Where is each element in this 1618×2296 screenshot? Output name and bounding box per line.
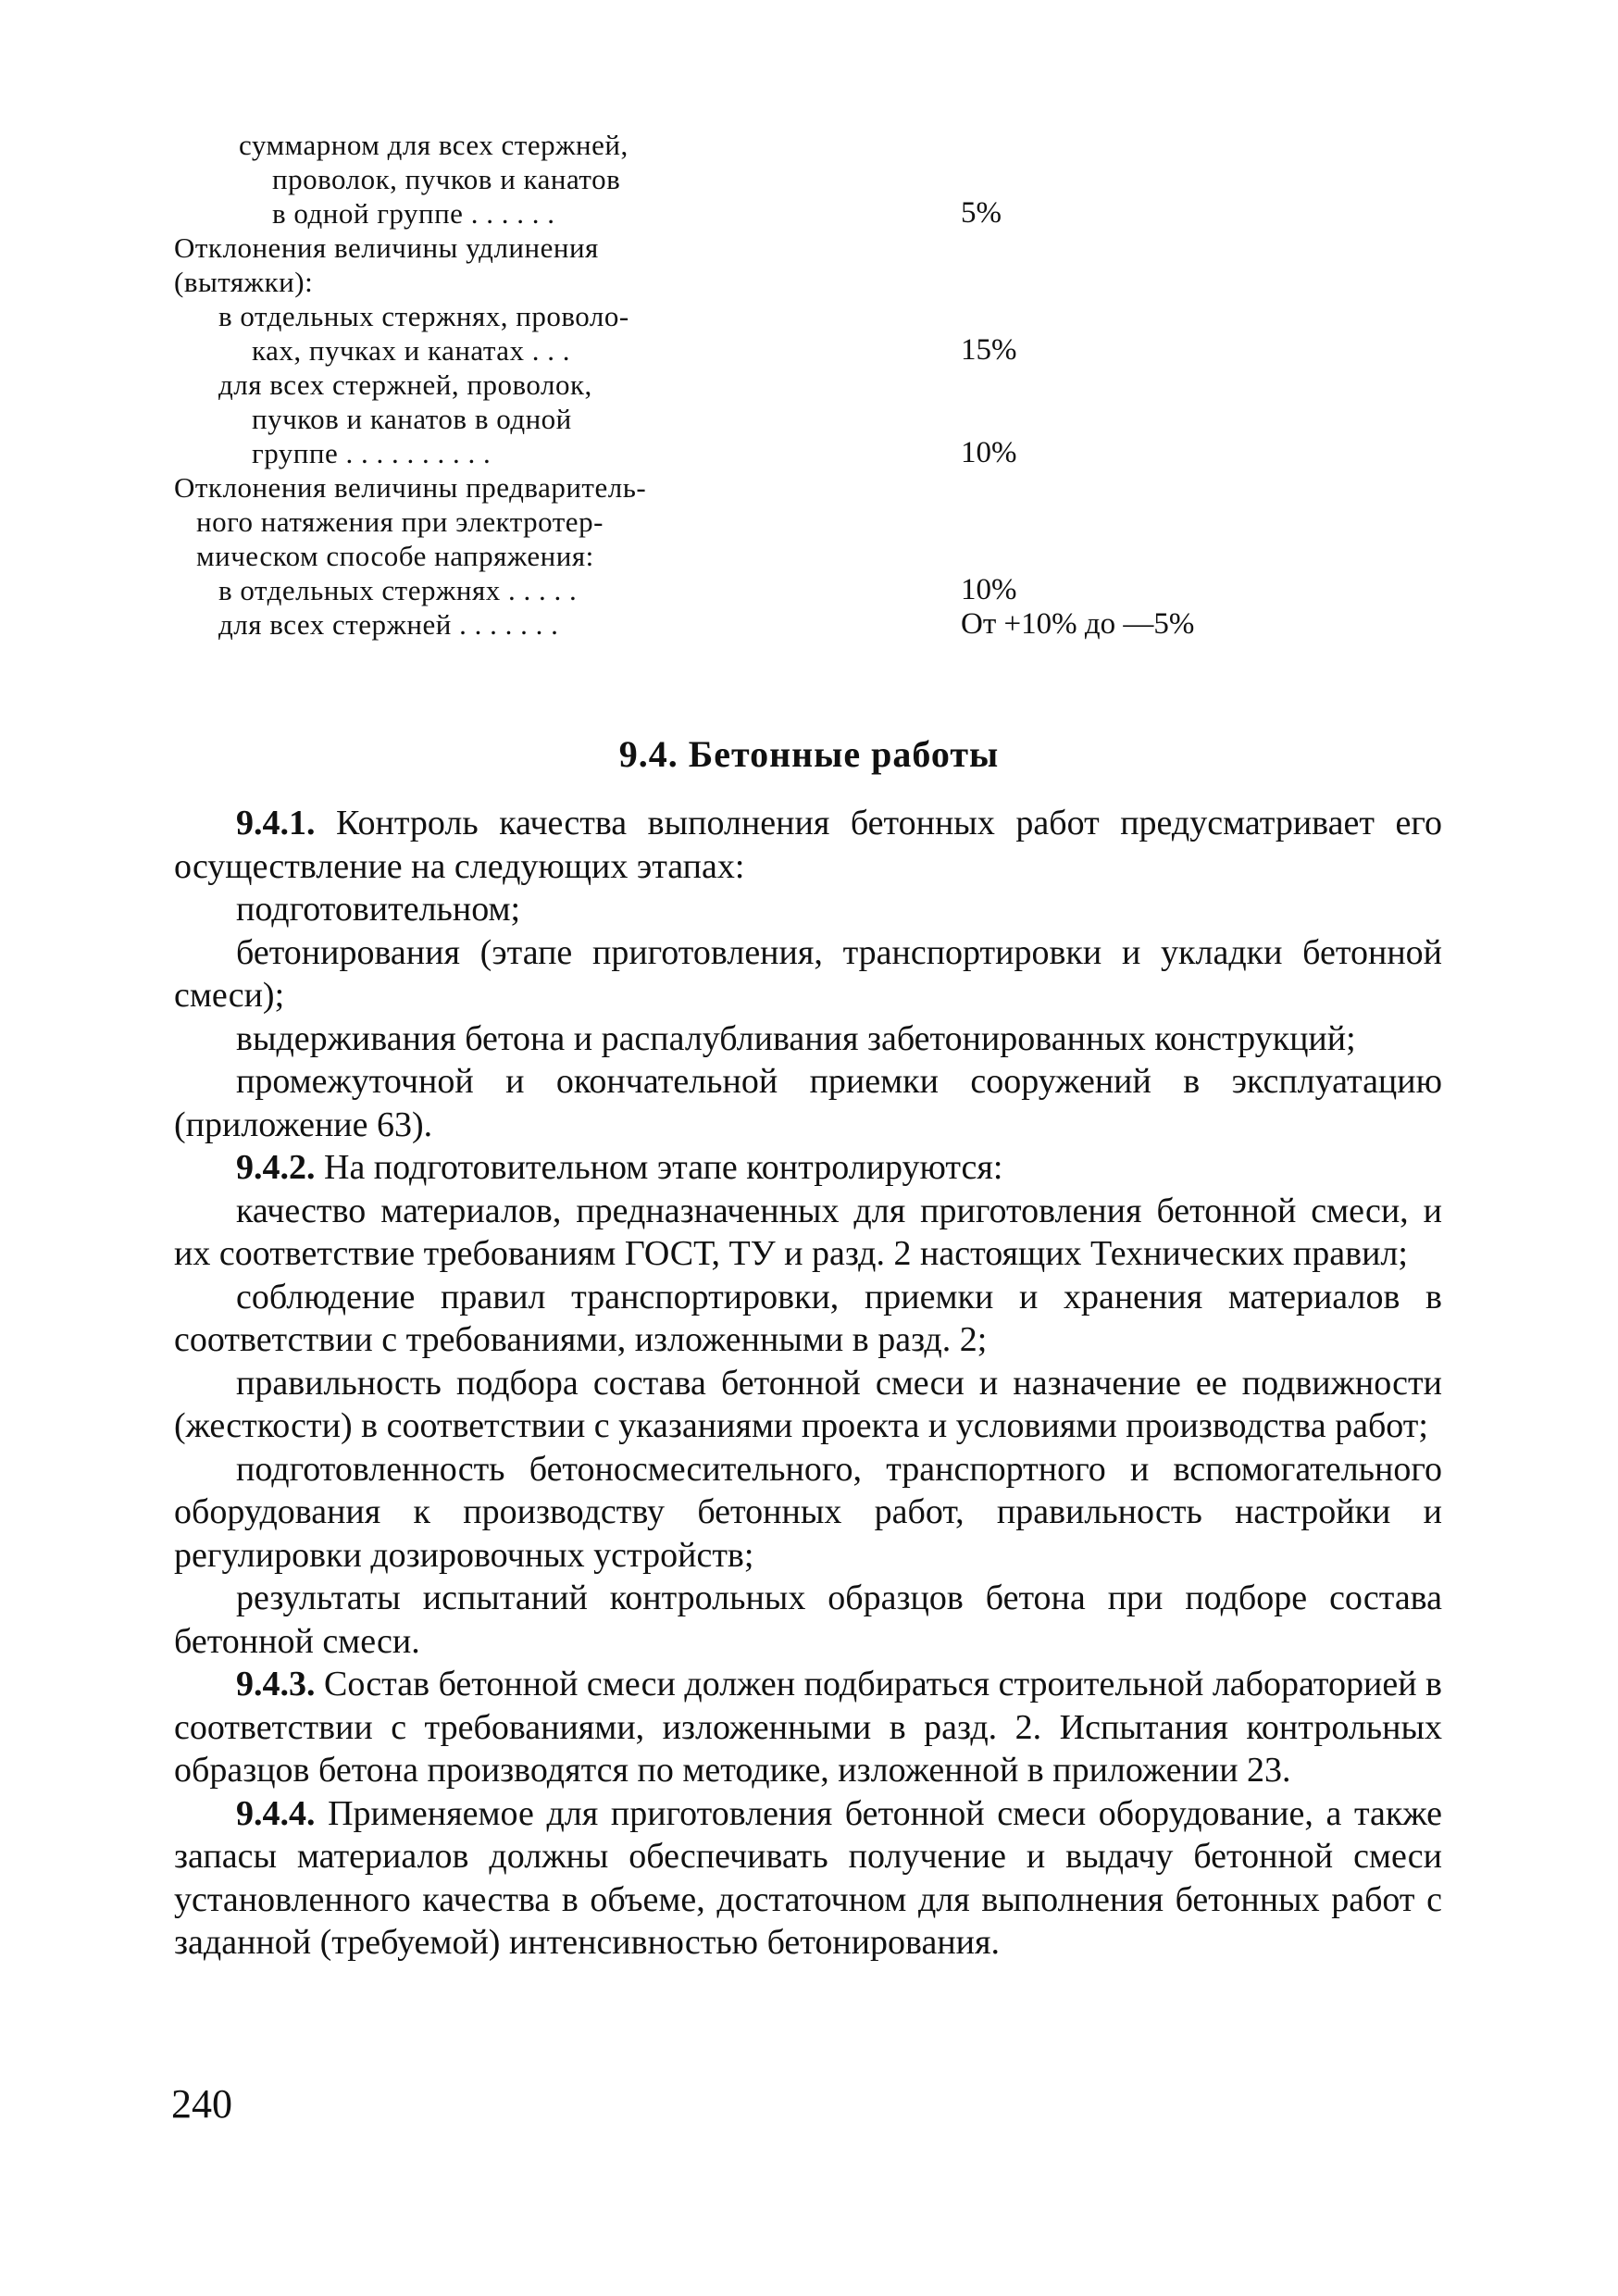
clause-number: 9.4.3. xyxy=(236,1665,316,1703)
table-row xyxy=(174,436,1285,470)
paragraph xyxy=(174,1190,1442,1276)
table-row-value: 15% xyxy=(961,333,1017,367)
table-row-value: 5% xyxy=(961,196,1002,230)
clause-number: 9.4.1. xyxy=(236,804,316,842)
body-text xyxy=(174,802,1442,1965)
table-row xyxy=(174,573,1285,607)
table-row xyxy=(174,162,1285,196)
table-row xyxy=(174,333,1285,368)
paragraph xyxy=(174,888,1442,931)
table-row-label: группе . . . . . . . . . . xyxy=(252,437,492,469)
table-row-label: Отклонения величины удлинения xyxy=(174,231,599,264)
table-row xyxy=(174,402,1285,436)
table-row-label: для всех стержней, проволок, xyxy=(218,368,592,401)
table-row-label: ного натяжения при электротер- xyxy=(196,505,604,538)
paragraph-text: Применяемое для приготовления бетонной смеси оборудование, а также запасы материалов должны обеспечивать получение и выдачу бетонной смеси установленного качества в объеме, достаточном для выполнения бетонных работ с заданной (требуемой) интенсивностью бетонирования. xyxy=(174,1793,1442,1962)
paragraph-text: результаты испытаний контрольных образцов бетона при подборе состава бетонной смеси. xyxy=(174,1578,1442,1661)
paragraph xyxy=(174,1276,1442,1362)
table-row-label: Отклонения величины предваритель- xyxy=(174,471,647,504)
paragraph-text: соблюдение правил транспортировки, приемки и хранения материалов в соответствии с требованиями, изложенными в разд. 2; xyxy=(174,1277,1442,1359)
paragraph-text: подготовленность бетоносмесительного, транспортного и вспомогательного оборудования к производству бетонных работ, правильность настройки и регулировки дозировочных устройств; xyxy=(174,1449,1442,1575)
table-row xyxy=(174,505,1285,539)
table-row xyxy=(174,265,1285,299)
table-row xyxy=(174,368,1285,402)
table-row-label: ках, пучках и канатах . . . xyxy=(252,334,571,367)
table-row-value: От +10% до —5% xyxy=(961,607,1195,641)
table-row-label: в отдельных стержнях, проволо- xyxy=(218,300,629,332)
table-row xyxy=(174,607,1285,642)
paragraph xyxy=(174,931,1442,1017)
paragraph xyxy=(174,1448,1442,1578)
table-row-value: 10% xyxy=(961,573,1017,606)
paragraph xyxy=(174,1792,1442,1965)
clause-number: 9.4.4. xyxy=(236,1793,316,1833)
table-row-label: в отдельных стержнях . . . . . xyxy=(218,574,578,606)
table-row xyxy=(174,470,1285,505)
paragraph-text: промежуточной и окончательной приемки сооружений в эксплуатацию (приложение 63). xyxy=(174,1062,1442,1144)
section-heading: 9.4. Бетонные работы xyxy=(618,733,1000,775)
paragraph-text: Контроль качества выполнения бетонных работ предусматривает его осуществление на следующих этапах: xyxy=(174,804,1442,886)
paragraph xyxy=(174,802,1442,888)
table-row xyxy=(174,196,1285,231)
paragraph xyxy=(174,1017,1442,1061)
table-row-label: пучков и канатов в одной xyxy=(252,403,572,435)
table-row-label: суммарном для всех стержней, xyxy=(239,129,629,161)
paragraph xyxy=(174,1577,1442,1663)
paragraph-text: качество материалов, предназначенных для приготовления бетонной смеси, и их соответствие требованиям ГОСТ, ТУ и разд. 2 настоящих Технических правил; xyxy=(174,1191,1442,1273)
table-row xyxy=(174,231,1285,265)
paragraph-text: Состав бетонной смеси должен подбираться строительной лабораторией в соответствии с требованиями, изложенными в разд. 2. Испытания контрольных образцов бетона производятся по методике, изложенной в приложении 23. xyxy=(174,1665,1442,1790)
table-row-label: в одной группе . . . . . . xyxy=(272,197,555,230)
paragraph-text: бетонирования (этапе приготовления, транспортировки и укладки бетонной смеси); xyxy=(174,932,1442,1015)
paragraph xyxy=(174,1146,1442,1190)
page-number: 240 xyxy=(171,2081,232,2127)
paragraph-text: правильность подбора состава бетонной смеси и назначение ее подвижности (жесткости) в соответствии с указаниями проекта и условиями производства работ; xyxy=(174,1363,1442,1445)
table-row-label: мическом способе напряжения: xyxy=(196,540,594,572)
paragraph-text: подготовительном; xyxy=(236,890,521,929)
table-row-label: для всех стержней . . . . . . . xyxy=(218,608,559,641)
paragraph xyxy=(174,1362,1442,1448)
table-row xyxy=(174,299,1285,333)
paragraph xyxy=(174,1663,1442,1792)
clause-number: 9.4.2. xyxy=(236,1148,316,1187)
table-row-label: проволок, пучков и канатов xyxy=(272,163,621,195)
table-row-value: 10% xyxy=(961,436,1017,469)
tolerance-table xyxy=(174,128,1285,642)
table-row xyxy=(174,539,1285,573)
paragraph-text: выдерживания бетона и распалубливания забетонированных конструкций; xyxy=(236,1018,1356,1058)
table-row xyxy=(174,128,1285,162)
paragraph-text: На подготовительном этапе контролируются: xyxy=(315,1148,1003,1187)
table-row-label: (вытяжки): xyxy=(174,266,314,298)
paragraph xyxy=(174,1060,1442,1146)
